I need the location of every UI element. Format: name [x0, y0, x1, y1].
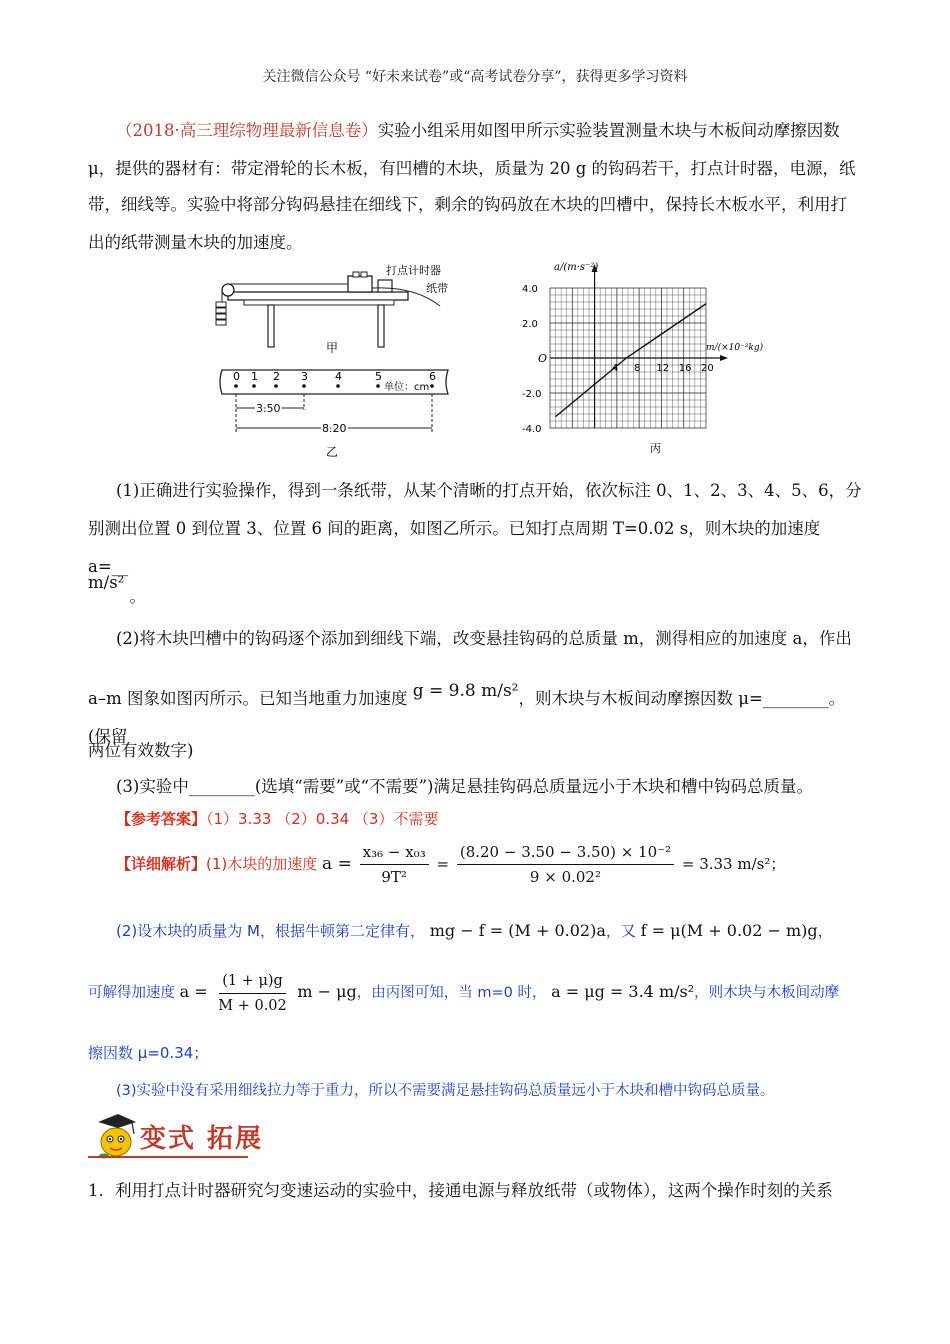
label-timer: 打点计时器	[386, 264, 441, 277]
tape-point-label: 5	[375, 370, 382, 383]
mascot-icon	[88, 1112, 148, 1162]
analysis-p1-result: = 3.33 m/s²；	[681, 855, 786, 873]
analysis-p3-eq: a = μg = 3.4 m/s²	[551, 982, 695, 1001]
figure-jia-yi	[200, 262, 460, 462]
frac1-den: 9T²	[381, 868, 407, 886]
tape-dot	[234, 384, 238, 388]
tape-dot	[252, 384, 256, 388]
q2-line2b: ，则木块与木板间动摩擦因数 μ=________。(保留	[88, 689, 846, 746]
tape-point-label: 3	[301, 370, 308, 383]
caption-yi: 乙	[326, 445, 339, 459]
problem-source: （2018·高三理综物理最新信息卷）	[116, 121, 378, 140]
dim-03: 3.50	[256, 402, 281, 415]
analysis-p3-c: ，则木块与木板间动摩	[694, 985, 840, 1001]
chart-ylabel: a/(m·s⁻²)	[554, 262, 599, 273]
analysis-p3-lhs: a =	[179, 982, 208, 1001]
frac1-num: x₃₆ − x₀₃	[360, 840, 429, 865]
table-leg-right	[378, 305, 384, 347]
tape-dot	[376, 384, 380, 388]
chart-xlabel: m/(×10⁻²kg)	[706, 343, 764, 353]
analysis-p3-b: ，由丙图可知，当 m=0 时，	[356, 985, 547, 1001]
x-tick-label: 8	[634, 363, 641, 374]
tape-dot	[336, 384, 340, 388]
wooden-block	[348, 276, 372, 292]
analysis-p2-eq1: mg − f = (M + 0.02)a	[429, 921, 606, 940]
analysis-p3	[88, 962, 864, 1023]
analysis-p3-a: 可解得加速度	[88, 985, 175, 1001]
q1-unit: m/s²	[88, 573, 125, 592]
tape-point-label: 6	[429, 370, 436, 383]
analysis-p2-eq2: f = μ(M + 0.02 − m)g	[640, 921, 818, 940]
x-tick-label: 12	[656, 363, 670, 374]
intro-1: 实验小组采用如图甲所示实验装置测量木块与木板间动摩擦因数	[377, 121, 840, 140]
caption-bing: 丙	[650, 442, 661, 455]
analysis-p2-a: (2)设木块的质量为 M，根据牛顿第二定律有，	[116, 922, 425, 940]
frac3-den: M + 0.02	[218, 997, 287, 1014]
tape-point-label: 1	[251, 370, 258, 383]
analysis-p4: 擦因数 μ=0.34；	[88, 1044, 209, 1062]
y-tick-label: 4.0	[522, 284, 538, 295]
frac2-den: 9 × 0.02²	[529, 868, 601, 886]
answer	[88, 800, 864, 838]
analysis-p5: (3)实验中没有采用细线拉力等于重力，所以不需要满足悬挂钩码总质量远小于木块和槽中钩码总质量。	[116, 1083, 775, 1099]
analysis-p2-mid: ，又	[605, 922, 636, 940]
fraction-1	[360, 840, 429, 889]
section-extension	[88, 1112, 864, 1160]
tape-point-label: 0	[233, 370, 240, 383]
q1-end: 。	[129, 587, 147, 606]
figure-bing-chart	[520, 258, 790, 458]
pulley	[222, 284, 234, 296]
analysis-p1-prefix: (1)木块的加速度	[206, 855, 318, 873]
analysis-p2	[88, 912, 864, 950]
problem-intro	[88, 112, 864, 150]
tape-unit: 单位：cm	[384, 382, 430, 393]
dim-06: 8.20	[322, 422, 347, 435]
y-tick-label: 2.0	[522, 319, 538, 330]
extension-q1: 1．利用打点计时器研究匀变速运动的实验中，接通电源与释放纸带（或物体），这两个操作时刻的关系	[88, 1181, 833, 1200]
header-notice: 关注微信公众号 “好未来试卷”或“高考试卷分享”，获得更多学习资料	[262, 69, 688, 85]
intro-2: μ，提供的器材有：带定滑轮的长木板，有凹槽的木块，质量为 20 g 的钩码若干，打点计时器，电源，纸	[88, 159, 856, 178]
x-tick-label: 16	[678, 363, 692, 374]
board	[228, 292, 408, 300]
q2-line1: (2)将木块凹槽中的钩码逐个添加到细线下端，改变悬挂钩码的总质量 m，测得相应的加速度 a，作出	[116, 629, 852, 648]
label-tape: 纸带	[426, 282, 448, 295]
analysis-label: 【详细解析】	[116, 855, 207, 873]
chart-origin: O	[538, 352, 548, 365]
analysis-p3-rhs: m − μg	[297, 982, 357, 1001]
y-tick-label: -4.0	[522, 424, 542, 435]
y-tick-label: -2.0	[522, 389, 542, 400]
tape-dot	[274, 384, 278, 388]
q1-line2: 别测出位置 0 到位置 3、位置 6 间的距离，如图乙所示。已知打点周期 T=0.02 s，则木块的加速度 a=__	[88, 519, 821, 576]
tape-dot	[302, 384, 306, 388]
analysis-p1: 【详细解析】(1)木块的加速度 a = $\frac{\text{x₃₆ − x₀₃}}{\text{9T²}}$ = $\frac{\text{(8.20 − 3.50 − 3.50) × 10⁻²}}{\text{9 × 0.02²}}$ = 3.33 m/s²；	[88, 834, 864, 894]
intro-3: 带，细线等。实验中将部分钩码悬挂在细线下，剩余的钩码放在木块的凹槽中，保持长木板水平，利用打	[88, 195, 847, 214]
q1-unit-line	[88, 564, 864, 606]
intro-4: 出的纸带测量木块的加速度。	[88, 233, 303, 252]
caption-jia: 甲	[326, 341, 339, 355]
fraction-3	[215, 969, 290, 1018]
frac2-num: (8.20 − 3.50 − 3.50) × 10⁻²	[457, 840, 674, 865]
extension-title: 变式 拓展	[140, 1124, 264, 1154]
q3: (3)实验中________(选填“需要”或“不需要”)满足悬挂钩码总质量远小于木块和槽中钩码总质量。	[116, 777, 813, 796]
table-leg-left	[268, 305, 274, 347]
tape-point-label: 2	[273, 370, 280, 383]
title-underline	[88, 1156, 248, 1158]
fraction-2	[457, 840, 674, 889]
x-axis-arrow	[720, 355, 728, 361]
timer	[378, 280, 392, 292]
q2-g: g = 9.8 m/s²	[412, 681, 519, 701]
tape-dot	[430, 384, 434, 388]
answer-text: （1）3.33 （2）0.34 （3）不需要	[206, 810, 439, 828]
answer-label: 【参考答案】	[116, 810, 207, 828]
tape-point-label: 4	[335, 370, 342, 383]
q1-line1: (1)正确进行实验操作，得到一条纸带，从某个清晰的打点开始，依次标注 0、1、2、3、4、5、6，分	[116, 481, 862, 500]
frac3-num: (1 + μ)g	[219, 969, 286, 994]
analysis-p1-a: a =	[322, 854, 352, 874]
x-tick-label: 20	[701, 363, 714, 374]
hanging-weights	[216, 320, 226, 325]
q2-line2a: a–m 图象如图丙所示。已知当地重力加速度	[88, 689, 408, 708]
analysis-p2-end: ，	[817, 922, 833, 940]
chart-ticks	[522, 284, 714, 435]
x-tick-label: 4	[611, 363, 619, 374]
q2-line3: 两位有效数字)	[88, 741, 194, 760]
